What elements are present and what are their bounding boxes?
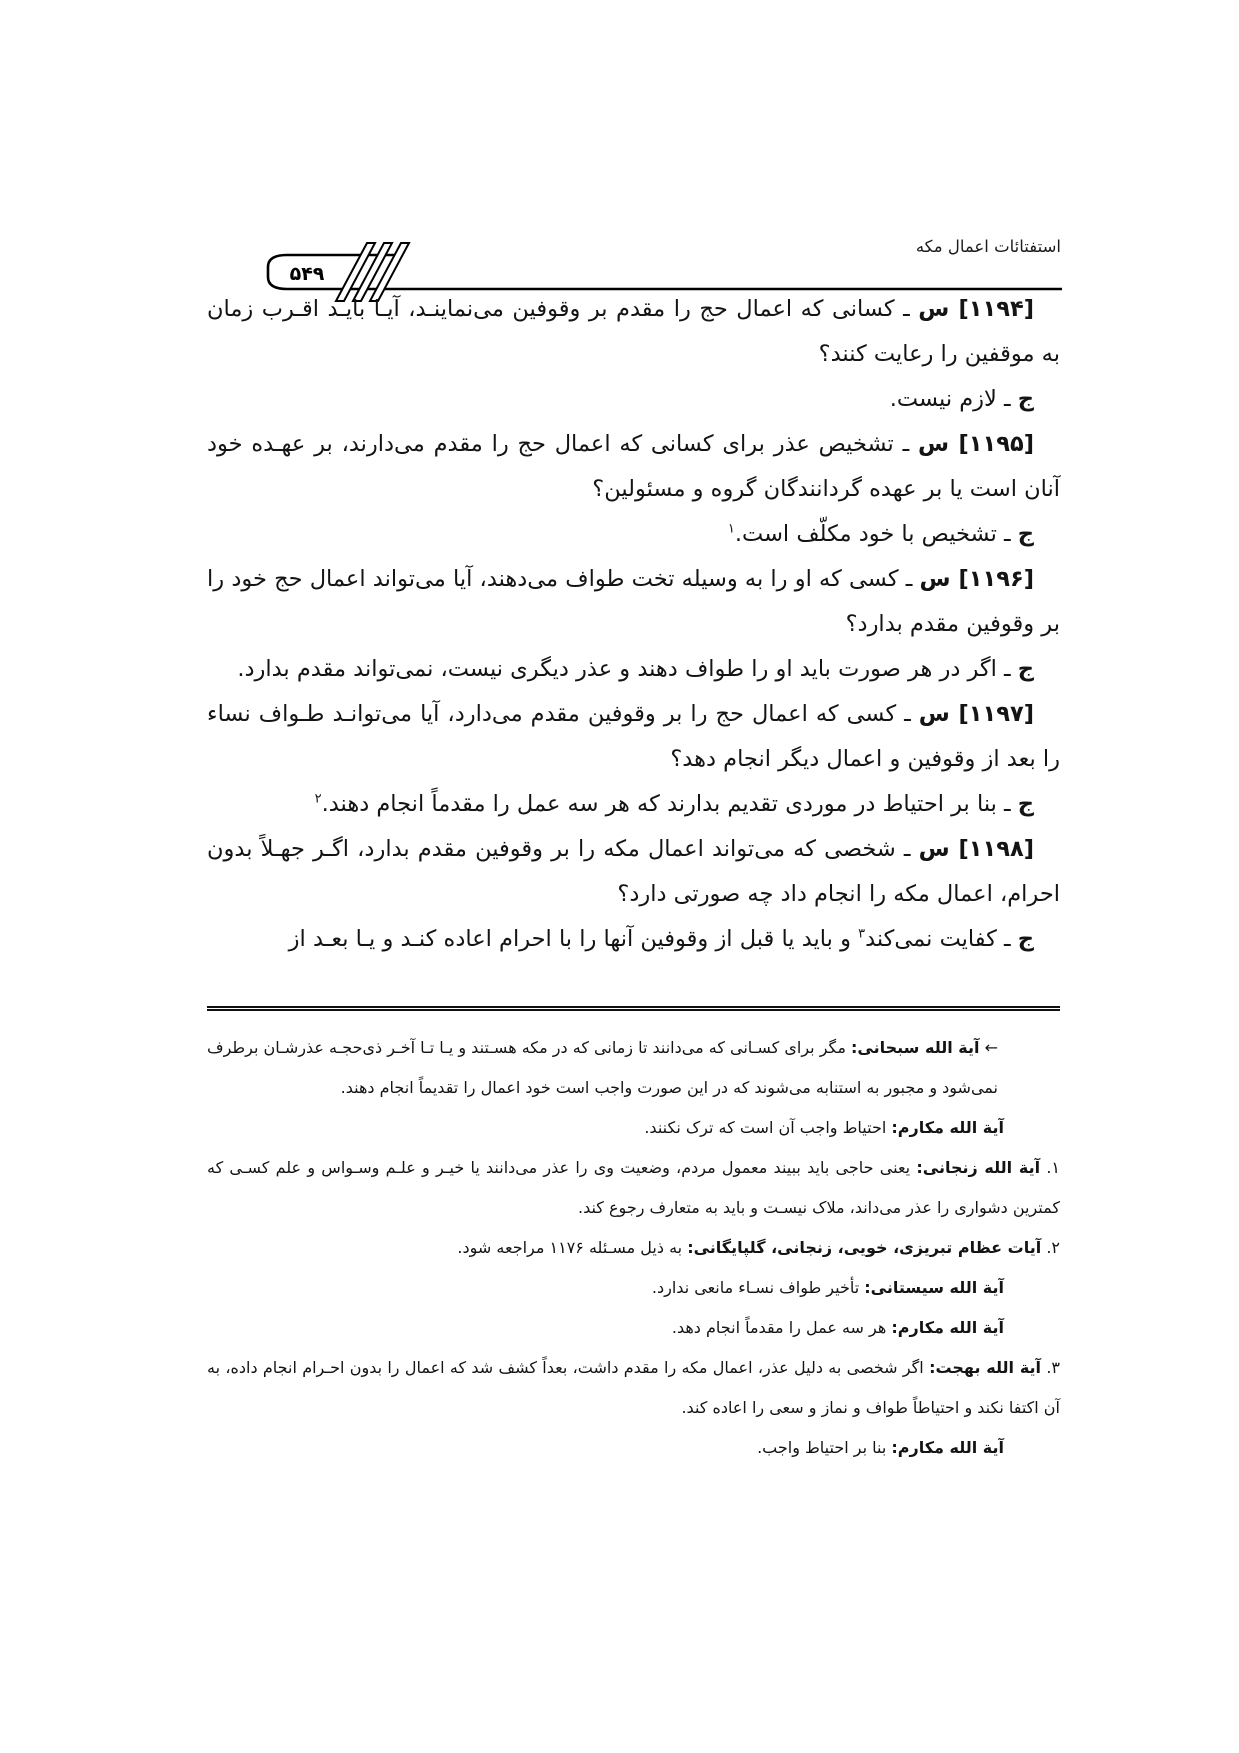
text-segment: [۱۱۹۵] س (917, 431, 1034, 457)
text-segment: ـ بنا بر احتیاط در موردی تقدیم بدارند که هر سه عمل را مقدماً انجام دهند. (321, 791, 1018, 817)
text-segment: ج (1017, 386, 1034, 412)
text-segment: ج (1017, 656, 1034, 682)
text-segment: ج (1017, 521, 1034, 547)
text-segment: آیة الله سبحانی: (851, 1038, 980, 1057)
text-segment: [۱۱۹۸] س (918, 836, 1034, 862)
page-number: ۵۴۹ (289, 263, 325, 285)
footnote-number: ۲. (1041, 1238, 1060, 1257)
text-segment: ـ کسی که او را به وسیله تخت طواف می‌دهند، آیا می‌تواند اعمال حج خود را بر وقوفین مقدم بدارد؟ (207, 566, 1060, 637)
text-segment: هر سه عمل را مقدماً انجام دهد. (671, 1318, 892, 1337)
text-segment: آیة الله مکارم: (891, 1118, 1004, 1137)
text-segment: آیة الله سیستانی: (864, 1278, 1004, 1297)
text-segment: [۱۱۹۶] س (919, 566, 1034, 592)
footnote-sub-line (207, 1428, 1060, 1468)
text-segment: تأخیر طواف نسـاء مانعی ندارد. (651, 1278, 865, 1297)
text-segment: آیات عظام تبریزی، خویی، زنجانی، گلپایگانی: (687, 1238, 1042, 1257)
text-segment: اگر شخصی به دلیل عذر، اعمال مکه را مقدم داشت، بعداً کشف شد که اعمال را بدون احـرام انجام داده، به آن اکتفا نکند و احتیاطاً طواف و نماز و سعی را اعاده کند. (207, 1358, 1060, 1417)
text-segment: ـ شخصی که می‌تواند اعمال مکه را بر وقوفین مقدم بدارد، اگـر جهـلاً بدون احرام، اعمال مکه را انجام داد چه صورتی دارد؟ (207, 836, 1060, 907)
text-segment: مگر برای کسـانی که می‌دانند تا زمانی که در مکه هسـتند و یـا تـا آخـر ذی‌حجـه عذرشـان برطرف نمی‌شود و مجبور به استنابه می‌شوند که در این صورت واجب است خود اعمال را تقدیماً انجام دهند. (207, 1038, 998, 1097)
text-segment: یعنی حاجی باید ببیند معمول مردم، وضعیت وی را عذر می‌دانند یا خیـر و علـم وسـواس و علم کسـی که کمترین دشواری را عذر می‌داند، ملاک نیسـت و باید به متعارف رجوع کند. (207, 1158, 1060, 1217)
answer-paragraph (207, 647, 1060, 692)
text-segment: آیة الله بهجت: (929, 1358, 1042, 1377)
question-paragraph (207, 422, 1060, 512)
question-paragraph (207, 827, 1060, 917)
footnote-item-line (207, 1348, 1060, 1428)
question-paragraph (207, 692, 1060, 782)
text-segment: ـ کسانی که اعمال حج را مقدم بر وقوفین می‌نماینـد، آیـا بایـد اقـرب زمان به موقفین را رعایت کنند؟ (207, 296, 1060, 367)
footnotes (207, 1028, 1060, 1468)
footnote-reference-number: ۳ (858, 926, 866, 942)
text-segment: ج (1017, 926, 1034, 952)
answer-paragraph (207, 512, 1060, 557)
text-segment: آیة الله مکارم: (891, 1438, 1004, 1457)
answer-paragraph (207, 782, 1060, 827)
footnote-continuation-line (207, 1028, 1060, 1108)
footnote-number: ۳. (1041, 1358, 1061, 1377)
answer-paragraph (207, 917, 1060, 962)
main-text (207, 287, 1060, 962)
text-segment: ج (1017, 791, 1034, 817)
text-segment: و باید یا قبل از وقوفین آنها را با احرام اعاده کنـد و یـا بعـد از (288, 926, 859, 952)
text-segment: ـ کسی که اعمال حج را بر وقوفین مقدم می‌دارد، آیا می‌توانـد طـواف نساء را بعد از وقوفین و اعمال دیگر انجام دهد؟ (207, 701, 1060, 772)
answer-paragraph (207, 377, 1060, 422)
text-segment: احتیاط واجب آن است که ترک نکنند. (644, 1118, 892, 1137)
footnote-item-line (207, 1228, 1060, 1268)
footnote-sub-line (207, 1108, 1060, 1148)
footnote-reference-number: ۲ (314, 791, 322, 807)
text-segment: بنا بر احتیاط واجب. (757, 1438, 892, 1457)
footnote-sub-line (207, 1308, 1060, 1348)
footnote-reference-number: ۱ (727, 521, 735, 537)
footnote-item-line (207, 1148, 1060, 1228)
text-segment: ـ لازم نیست. (889, 386, 1018, 412)
text-segment: ـ تشخیص عذر برای کسانی که اعمال حج را مقدم می‌دارند، بر عهـده خود آنان است یا بر عهده گردانندگان گروه و مسئولین؟ (207, 431, 1060, 502)
footnote-separator (207, 1006, 1060, 1011)
footnote-sub-line (207, 1268, 1060, 1308)
text-segment: [۱۱۹۷] س (918, 701, 1034, 727)
question-paragraph (207, 557, 1060, 647)
text-segment: آیة الله مکارم: (891, 1318, 1004, 1337)
text-segment: آیة الله زنجانی: (916, 1158, 1041, 1177)
footnote-number: ۱. (1040, 1158, 1061, 1177)
continuation-arrow-icon: ← (979, 1038, 998, 1057)
text-segment: به ذیل مسـئله ۱۱۷۶ مراجعه شود. (457, 1238, 688, 1257)
running-title: استفتائات اعمال مکه (915, 237, 1061, 256)
question-paragraph (207, 287, 1060, 377)
text-segment: ـ کفایت نمی‌کند (865, 926, 1018, 952)
text-segment: ـ تشخیص با خود مکلّف است. (734, 521, 1018, 547)
text-segment: [۱۱۹۴] س (918, 296, 1034, 322)
text-segment: ـ اگر در هر صورت باید او را طواف دهند و عذر دیگری نیست، نمی‌تواند مقدم بدارد. (237, 656, 1018, 682)
